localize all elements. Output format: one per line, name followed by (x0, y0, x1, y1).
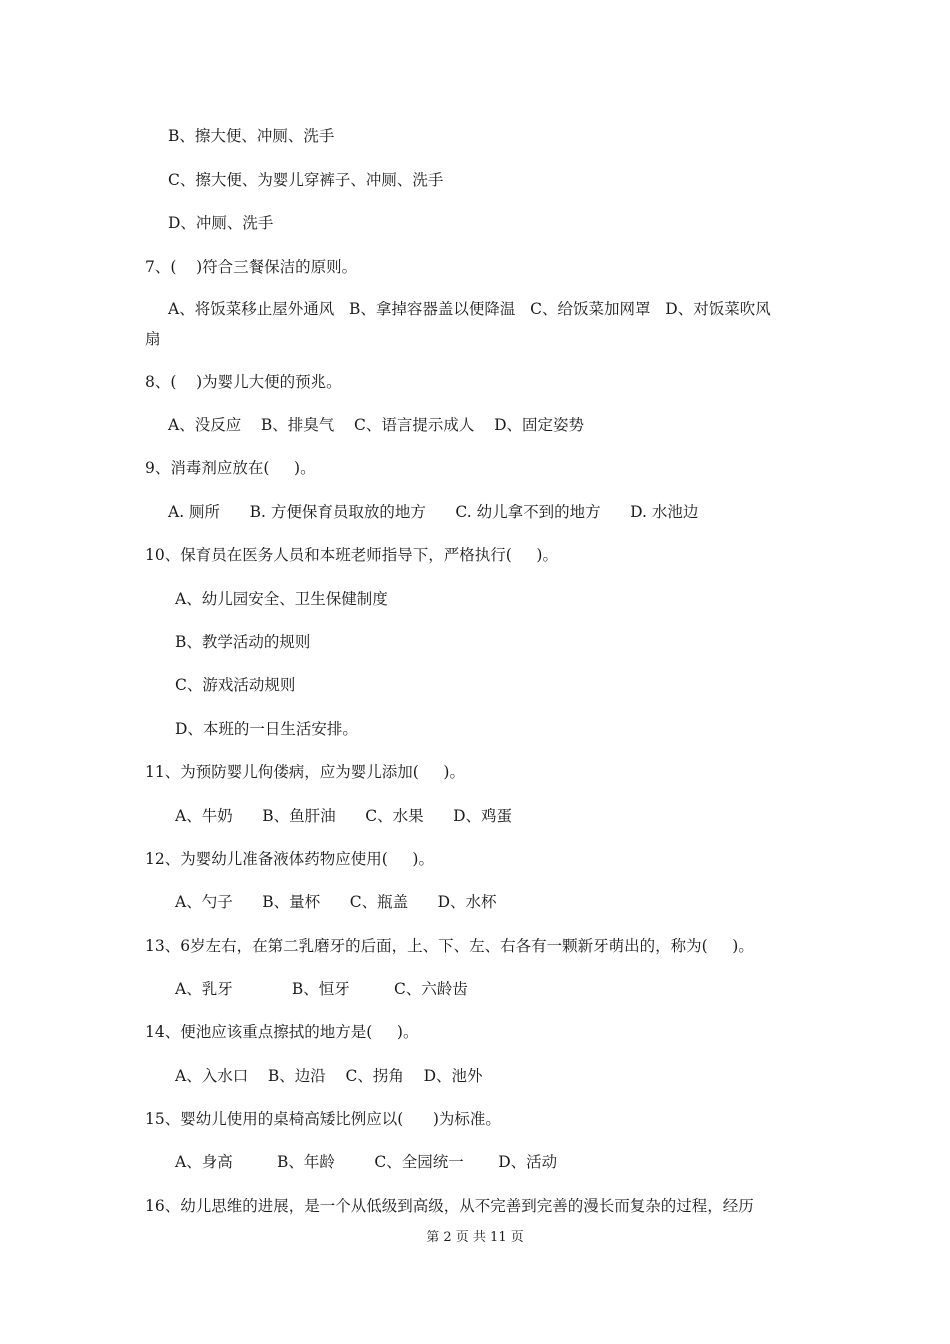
option-10a: A、幼儿园安全、卫生保健制度 (175, 590, 388, 608)
question-16: 16、幼儿思维的进展，是一个从低级到高级，从不完善到完善的漫长而复杂的过程，经历 (145, 1197, 754, 1215)
question-7: 7、( )符合三餐保洁的原则。 (145, 258, 358, 276)
option-10d: D、本班的一日生活安排。 (175, 720, 358, 738)
option-6c: C、擦大便、为婴儿穿裤子、冲厕、洗手 (168, 171, 444, 189)
option-6b: B、擦大便、冲厕、洗手 (168, 127, 335, 145)
question-12: 12、为婴幼儿准备液体药物应使用( )。 (145, 850, 434, 868)
option-10c: C、游戏活动规则 (175, 676, 296, 694)
options-14: A、入水口 B、边沿 C、拐角 D、池外 (175, 1067, 483, 1085)
options-7-wrap: 扇 (145, 330, 161, 348)
option-10b: B、教学活动的规则 (175, 633, 311, 651)
question-15: 15、婴幼儿使用的桌椅高矮比例应以( )为标准。 (145, 1110, 501, 1128)
question-10: 10、保育员在医务人员和本班老师指导下，严格执行( )。 (145, 546, 558, 564)
question-11: 11、为预防婴儿佝偻病，应为婴儿添加( )。 (145, 763, 465, 781)
options-11: A、牛奶 B、鱼肝油 C、水果 D、鸡蛋 (175, 807, 513, 825)
question-8: 8、( )为婴儿大便的预兆。 (145, 373, 342, 391)
options-8: A、没反应 B、排臭气 C、语言提示成人 D、固定姿势 (168, 416, 584, 434)
options-12: A、勺子 B、量杯 C、瓶盖 D、水杯 (175, 893, 497, 911)
question-9: 9、消毒剂应放在( )。 (145, 459, 316, 477)
options-9: A. 厕所 B. 方便保育员取放的地方 C. 幼儿拿不到的地方 D. 水池边 (168, 503, 699, 521)
page-footer: 第 2 页 共 11 页 (426, 1230, 524, 1245)
options-15: A、身高 B、年龄 C、全园统一 D、活动 (175, 1153, 558, 1171)
options-13: A、乳牙 B、恒牙 C、六龄齿 (175, 980, 468, 998)
options-7: A、将饭菜移止屋外通风 B、拿掉容器盖以便降温 C、给饭菜加网罩 D、对饭菜吹风 (168, 300, 771, 318)
option-6d: D、冲厕、洗手 (168, 214, 274, 232)
question-13: 13、6岁左右，在第二乳磨牙的后面，上、下、左、右各有一颗新牙萌出的，称为( )。 (145, 937, 754, 955)
question-14: 14、便池应该重点擦拭的地方是( )。 (145, 1023, 419, 1041)
